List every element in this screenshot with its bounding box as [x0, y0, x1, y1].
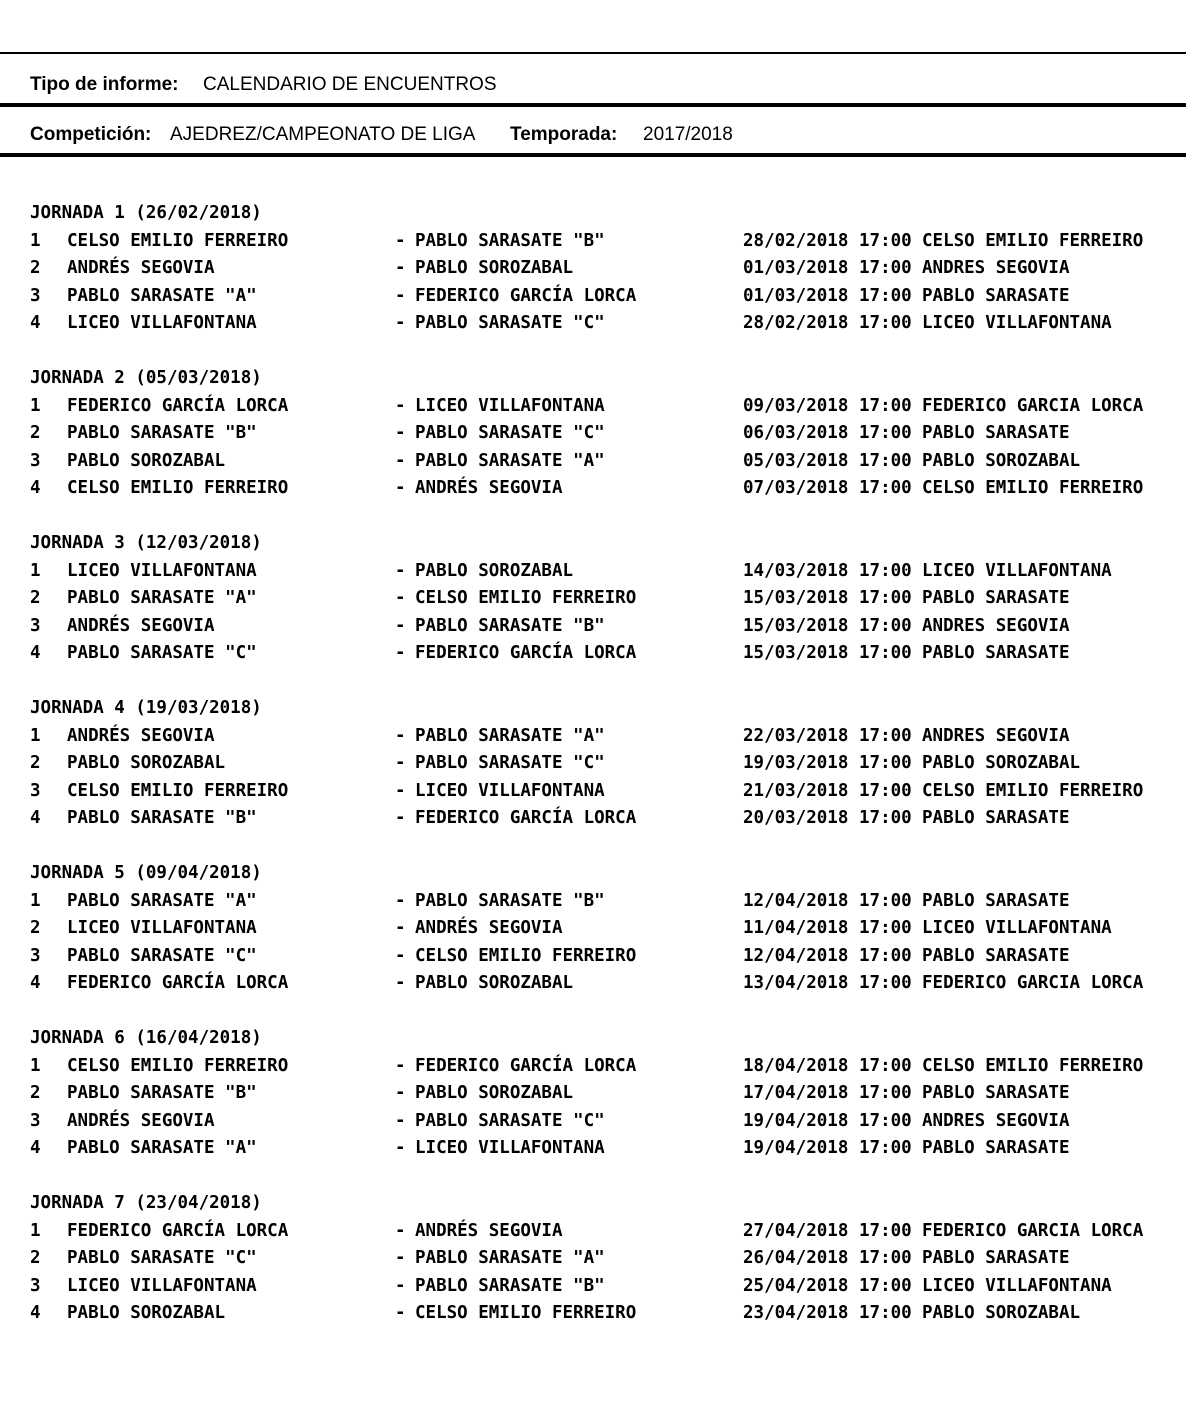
- match-number: 1: [30, 1220, 41, 1241]
- home-team: PABLO SARASATE "A": [67, 890, 257, 911]
- match-row: [30, 778, 1166, 806]
- match-time: 17:00: [859, 1275, 912, 1296]
- rounds-container: [30, 200, 1166, 1355]
- separator-dash: -: [395, 478, 406, 498]
- home-team: ANDRÉS SEGOVIA: [67, 1110, 215, 1131]
- home-team: PABLO SARASATE "C": [67, 1248, 257, 1268]
- match-row: [30, 1218, 1166, 1246]
- match-number: 3: [30, 615, 41, 636]
- separator-dash: -: [395, 285, 406, 306]
- match-time: 17:00: [859, 780, 912, 801]
- separator-dash: -: [395, 918, 406, 938]
- match-date: 01/03/2018: [743, 285, 849, 306]
- separator-dash: -: [395, 973, 406, 993]
- match-time: 17:00: [859, 1303, 912, 1323]
- round-title: JORNADA 1 (26/02/2018): [30, 203, 262, 223]
- match-time: 17:00: [859, 1220, 912, 1241]
- match-row: [30, 283, 1166, 311]
- away-team: PABLO SARASATE "B": [415, 1275, 605, 1296]
- round-section: [30, 200, 1166, 338]
- match-date: 09/03/2018: [743, 395, 849, 416]
- match-date: 13/04/2018: [743, 973, 849, 993]
- away-team: FEDERICO GARCÍA LORCA: [415, 285, 637, 306]
- match-row: [30, 393, 1166, 421]
- match-number: 4: [30, 973, 41, 993]
- match-number: 2: [30, 1083, 41, 1103]
- away-team: PABLO SARASATE "C": [415, 753, 605, 773]
- match-row: [30, 475, 1166, 503]
- away-team: FEDERICO GARCÍA LORCA: [415, 643, 637, 663]
- away-team: PABLO SOROZABAL: [415, 560, 574, 581]
- round-section: [30, 860, 1166, 998]
- round-matches: [30, 723, 1166, 833]
- away-team: PABLO SOROZABAL: [415, 1083, 574, 1103]
- round-section: [30, 1190, 1166, 1328]
- match-number: 1: [30, 560, 41, 581]
- venue-club: PABLO SARASATE: [922, 1248, 1070, 1268]
- separator-dash: -: [395, 1248, 406, 1268]
- match-row: [30, 1108, 1166, 1136]
- home-team: PABLO SARASATE "C": [67, 945, 257, 966]
- report-type-value: CALENDARIO DE ENCUENTROS: [203, 74, 497, 95]
- venue-club: PABLO SARASATE: [922, 423, 1070, 443]
- venue-club: FEDERICO GARCIA LORCA: [922, 1220, 1144, 1241]
- round-matches: [30, 1218, 1166, 1328]
- match-date: 17/04/2018: [743, 1083, 849, 1103]
- season-label: Temporada:: [510, 124, 618, 145]
- match-row: [30, 640, 1166, 668]
- match-date: 28/02/2018: [743, 313, 849, 333]
- venue-club: CELSO EMILIO FERREIRO: [922, 230, 1144, 251]
- match-time: 17:00: [859, 395, 912, 416]
- home-team: FEDERICO GARCÍA LORCA: [67, 973, 289, 993]
- match-row: [30, 1300, 1166, 1328]
- home-team: LICEO VILLAFONTANA: [67, 1275, 257, 1296]
- away-team: PABLO SARASATE "C": [415, 423, 605, 443]
- venue-club: LICEO VILLAFONTANA: [922, 313, 1112, 333]
- venue-club: PABLO SARASATE: [922, 285, 1070, 306]
- match-number: 1: [30, 230, 41, 251]
- competition-row: [30, 124, 1156, 146]
- match-time: 17:00: [859, 588, 912, 608]
- match-time: 17:00: [859, 423, 912, 443]
- match-number: 3: [30, 1275, 41, 1296]
- separator-dash: -: [395, 560, 406, 581]
- match-date: 14/03/2018: [743, 560, 849, 581]
- match-date: 22/03/2018: [743, 725, 849, 746]
- away-team: CELSO EMILIO FERREIRO: [415, 1303, 637, 1323]
- separator-dash: -: [395, 753, 406, 773]
- home-team: ANDRÉS SEGOVIA: [67, 258, 215, 278]
- match-time: 17:00: [859, 1083, 912, 1103]
- match-number: 1: [30, 725, 41, 746]
- round-section: [30, 365, 1166, 503]
- match-number: 3: [30, 450, 41, 471]
- match-number: 3: [30, 285, 41, 306]
- separator-dash: -: [395, 1110, 406, 1131]
- venue-club: PABLO SARASATE: [922, 643, 1070, 663]
- away-team: PABLO SARASATE "A": [415, 725, 605, 746]
- venue-club: LICEO VILLAFONTANA: [922, 1275, 1112, 1296]
- match-time: 17:00: [859, 945, 912, 966]
- match-number: 2: [30, 258, 41, 278]
- match-number: 3: [30, 945, 41, 966]
- competition-value: AJEDREZ/CAMPEONATO DE LIGA: [170, 124, 476, 145]
- away-team: PABLO SARASATE "A": [415, 450, 605, 471]
- match-row: [30, 1080, 1166, 1108]
- home-team: FEDERICO GARCÍA LORCA: [67, 1220, 289, 1241]
- match-row: [30, 750, 1166, 778]
- round-section: [30, 695, 1166, 833]
- away-team: ANDRÉS SEGOVIA: [415, 1220, 563, 1241]
- match-row: [30, 970, 1166, 998]
- venue-club: LICEO VILLAFONTANA: [922, 560, 1112, 581]
- venue-club: FEDERICO GARCIA LORCA: [922, 973, 1144, 993]
- home-team: PABLO SARASATE "A": [67, 1138, 257, 1158]
- match-row: [30, 1135, 1166, 1163]
- home-team: PABLO SARASATE "A": [67, 588, 257, 608]
- match-time: 17:00: [859, 258, 912, 278]
- match-time: 17:00: [859, 808, 912, 828]
- round-section: [30, 530, 1166, 668]
- match-number: 1: [30, 890, 41, 911]
- match-time: 17:00: [859, 890, 912, 911]
- round-title: JORNADA 3 (12/03/2018): [30, 533, 262, 553]
- home-team: LICEO VILLAFONTANA: [67, 918, 257, 938]
- match-date: 26/04/2018: [743, 1248, 849, 1268]
- away-team: PABLO SARASATE "C": [415, 1110, 605, 1131]
- match-date: 19/04/2018: [743, 1138, 849, 1158]
- separator-dash: -: [395, 1220, 406, 1241]
- match-row: [30, 805, 1166, 833]
- separator-dash: -: [395, 808, 406, 828]
- separator-dash: -: [395, 450, 406, 471]
- away-team: LICEO VILLAFONTANA: [415, 395, 605, 416]
- match-number: 3: [30, 1110, 41, 1131]
- separator-dash: -: [395, 1083, 406, 1103]
- match-date: 21/03/2018: [743, 780, 849, 801]
- round-section: [30, 1025, 1166, 1163]
- match-number: 3: [30, 780, 41, 801]
- home-team: PABLO SARASATE "C": [67, 643, 257, 663]
- match-number: 4: [30, 313, 41, 333]
- venue-club: ANDRES SEGOVIA: [922, 258, 1070, 278]
- venue-club: CELSO EMILIO FERREIRO: [922, 478, 1144, 498]
- separator-dash: -: [395, 643, 406, 663]
- home-team: CELSO EMILIO FERREIRO: [67, 1055, 289, 1076]
- match-row: [30, 915, 1166, 943]
- match-number: 4: [30, 808, 41, 828]
- venue-club: FEDERICO GARCIA LORCA: [922, 395, 1144, 416]
- match-number: 2: [30, 918, 41, 938]
- venue-club: PABLO SARASATE: [922, 1138, 1070, 1158]
- match-row: [30, 888, 1166, 916]
- home-team: CELSO EMILIO FERREIRO: [67, 230, 289, 251]
- venue-club: ANDRES SEGOVIA: [922, 615, 1070, 636]
- match-date: 23/04/2018: [743, 1303, 849, 1323]
- match-date: 25/04/2018: [743, 1275, 849, 1296]
- away-team: PABLO SARASATE "C": [415, 313, 605, 333]
- away-team: CELSO EMILIO FERREIRO: [415, 945, 637, 966]
- header-rule-lower: [0, 153, 1186, 157]
- round-title: JORNADA 6 (16/04/2018): [30, 1028, 262, 1048]
- home-team: PABLO SOROZABAL: [67, 450, 226, 471]
- match-date: 07/03/2018: [743, 478, 849, 498]
- away-team: PABLO SARASATE "B": [415, 230, 605, 251]
- match-date: 20/03/2018: [743, 808, 849, 828]
- match-row: [30, 1053, 1166, 1081]
- match-number: 4: [30, 478, 41, 498]
- match-row: [30, 613, 1166, 641]
- match-number: 4: [30, 643, 41, 663]
- away-team: FEDERICO GARCÍA LORCA: [415, 808, 637, 828]
- match-date: 12/04/2018: [743, 945, 849, 966]
- venue-club: PABLO SARASATE: [922, 890, 1070, 911]
- venue-club: LICEO VILLAFONTANA: [922, 918, 1112, 938]
- match-row: [30, 228, 1166, 256]
- match-row: [30, 723, 1166, 751]
- home-team: PABLO SARASATE "B": [67, 1083, 257, 1103]
- venue-club: PABLO SOROZABAL: [922, 450, 1081, 471]
- match-number: 1: [30, 395, 41, 416]
- match-time: 17:00: [859, 1055, 912, 1076]
- round-title: JORNADA 2 (05/03/2018): [30, 368, 262, 388]
- home-team: CELSO EMILIO FERREIRO: [67, 780, 289, 801]
- match-number: 2: [30, 423, 41, 443]
- away-team: FEDERICO GARCÍA LORCA: [415, 1055, 637, 1076]
- round-matches: [30, 228, 1166, 338]
- separator-dash: -: [395, 1275, 406, 1296]
- match-number: 2: [30, 1248, 41, 1268]
- match-time: 17:00: [859, 615, 912, 636]
- away-team: PABLO SOROZABAL: [415, 258, 574, 278]
- match-date: 27/04/2018: [743, 1220, 849, 1241]
- match-date: 01/03/2018: [743, 258, 849, 278]
- separator-dash: -: [395, 725, 406, 746]
- match-date: 05/03/2018: [743, 450, 849, 471]
- venue-club: PABLO SARASATE: [922, 1083, 1070, 1103]
- away-team: PABLO SARASATE "A": [415, 1248, 605, 1268]
- match-date: 11/04/2018: [743, 918, 849, 938]
- match-row: [30, 420, 1166, 448]
- separator-dash: -: [395, 588, 406, 608]
- match-date: 15/03/2018: [743, 588, 849, 608]
- match-number: 4: [30, 1303, 41, 1323]
- venue-club: PABLO SARASATE: [922, 945, 1070, 966]
- match-date: 15/03/2018: [743, 643, 849, 663]
- match-date: 06/03/2018: [743, 423, 849, 443]
- header-rule-upper: [0, 103, 1186, 107]
- separator-dash: -: [395, 1138, 406, 1158]
- round-title: JORNADA 4 (19/03/2018): [30, 698, 262, 718]
- match-time: 17:00: [859, 1138, 912, 1158]
- match-time: 17:00: [859, 725, 912, 746]
- round-matches: [30, 888, 1166, 998]
- away-team: LICEO VILLAFONTANA: [415, 1138, 605, 1158]
- match-number: 1: [30, 1055, 41, 1076]
- match-number: 2: [30, 588, 41, 608]
- match-number: 4: [30, 1138, 41, 1158]
- match-date: 19/03/2018: [743, 753, 849, 773]
- separator-dash: -: [395, 230, 406, 251]
- competition-label: Competición:: [30, 124, 152, 145]
- separator-dash: -: [395, 1303, 406, 1323]
- venue-club: CELSO EMILIO FERREIRO: [922, 1055, 1144, 1076]
- match-number: 2: [30, 753, 41, 773]
- separator-dash: -: [395, 423, 406, 443]
- match-date: 18/04/2018: [743, 1055, 849, 1076]
- match-time: 17:00: [859, 560, 912, 581]
- match-time: 17:00: [859, 230, 912, 251]
- match-time: 17:00: [859, 1248, 912, 1268]
- separator-dash: -: [395, 780, 406, 801]
- match-row: [30, 1245, 1166, 1273]
- home-team: PABLO SOROZABAL: [67, 753, 226, 773]
- match-time: 17:00: [859, 1110, 912, 1131]
- report-type-row: [30, 74, 1156, 96]
- away-team: PABLO SARASATE "B": [415, 890, 605, 911]
- home-team: CELSO EMILIO FERREIRO: [67, 478, 289, 498]
- match-row: [30, 255, 1166, 283]
- match-time: 17:00: [859, 643, 912, 663]
- home-team: PABLO SARASATE "B": [67, 423, 257, 443]
- venue-club: PABLO SARASATE: [922, 588, 1070, 608]
- match-time: 17:00: [859, 285, 912, 306]
- home-team: PABLO SARASATE "A": [67, 285, 257, 306]
- separator-dash: -: [395, 945, 406, 966]
- home-team: LICEO VILLAFONTANA: [67, 313, 257, 333]
- away-team: PABLO SARASATE "B": [415, 615, 605, 636]
- separator-dash: -: [395, 258, 406, 278]
- home-team: ANDRÉS SEGOVIA: [67, 725, 215, 746]
- separator-dash: -: [395, 1055, 406, 1076]
- away-team: CELSO EMILIO FERREIRO: [415, 588, 637, 608]
- venue-club: CELSO EMILIO FERREIRO: [922, 780, 1144, 801]
- away-team: ANDRÉS SEGOVIA: [415, 918, 563, 938]
- top-rule: [0, 52, 1186, 54]
- match-row: [30, 585, 1166, 613]
- home-team: LICEO VILLAFONTANA: [67, 560, 257, 581]
- match-date: 15/03/2018: [743, 615, 849, 636]
- away-team: LICEO VILLAFONTANA: [415, 780, 605, 801]
- separator-dash: -: [395, 890, 406, 911]
- match-row: [30, 1273, 1166, 1301]
- away-team: PABLO SOROZABAL: [415, 973, 574, 993]
- match-time: 17:00: [859, 313, 912, 333]
- separator-dash: -: [395, 395, 406, 416]
- match-row: [30, 310, 1166, 338]
- home-team: FEDERICO GARCÍA LORCA: [67, 395, 289, 416]
- separator-dash: -: [395, 313, 406, 333]
- match-date: 19/04/2018: [743, 1110, 849, 1131]
- match-date: 28/02/2018: [743, 230, 849, 251]
- venue-club: ANDRES SEGOVIA: [922, 1110, 1070, 1131]
- match-date: 12/04/2018: [743, 890, 849, 911]
- match-row: [30, 943, 1166, 971]
- match-time: 17:00: [859, 753, 912, 773]
- venue-club: ANDRES SEGOVIA: [922, 725, 1070, 746]
- away-team: ANDRÉS SEGOVIA: [415, 478, 563, 498]
- round-matches: [30, 558, 1166, 668]
- round-matches: [30, 1053, 1166, 1163]
- match-time: 17:00: [859, 478, 912, 498]
- match-time: 17:00: [859, 450, 912, 471]
- report-type-label: Tipo de informe:: [30, 74, 179, 95]
- venue-club: PABLO SOROZABAL: [922, 1303, 1081, 1323]
- match-time: 17:00: [859, 973, 912, 993]
- match-row: [30, 558, 1166, 586]
- home-team: PABLO SARASATE "B": [67, 808, 257, 828]
- match-time: 17:00: [859, 918, 912, 938]
- match-row: [30, 448, 1166, 476]
- home-team: ANDRÉS SEGOVIA: [67, 615, 215, 636]
- round-matches: [30, 393, 1166, 503]
- round-title: JORNADA 7 (23/04/2018): [30, 1193, 262, 1213]
- venue-club: PABLO SARASATE: [922, 808, 1070, 828]
- separator-dash: -: [395, 615, 406, 636]
- venue-club: PABLO SOROZABAL: [922, 753, 1081, 773]
- round-title: JORNADA 5 (09/04/2018): [30, 863, 262, 883]
- home-team: PABLO SOROZABAL: [67, 1303, 226, 1323]
- season-value: 2017/2018: [643, 124, 733, 145]
